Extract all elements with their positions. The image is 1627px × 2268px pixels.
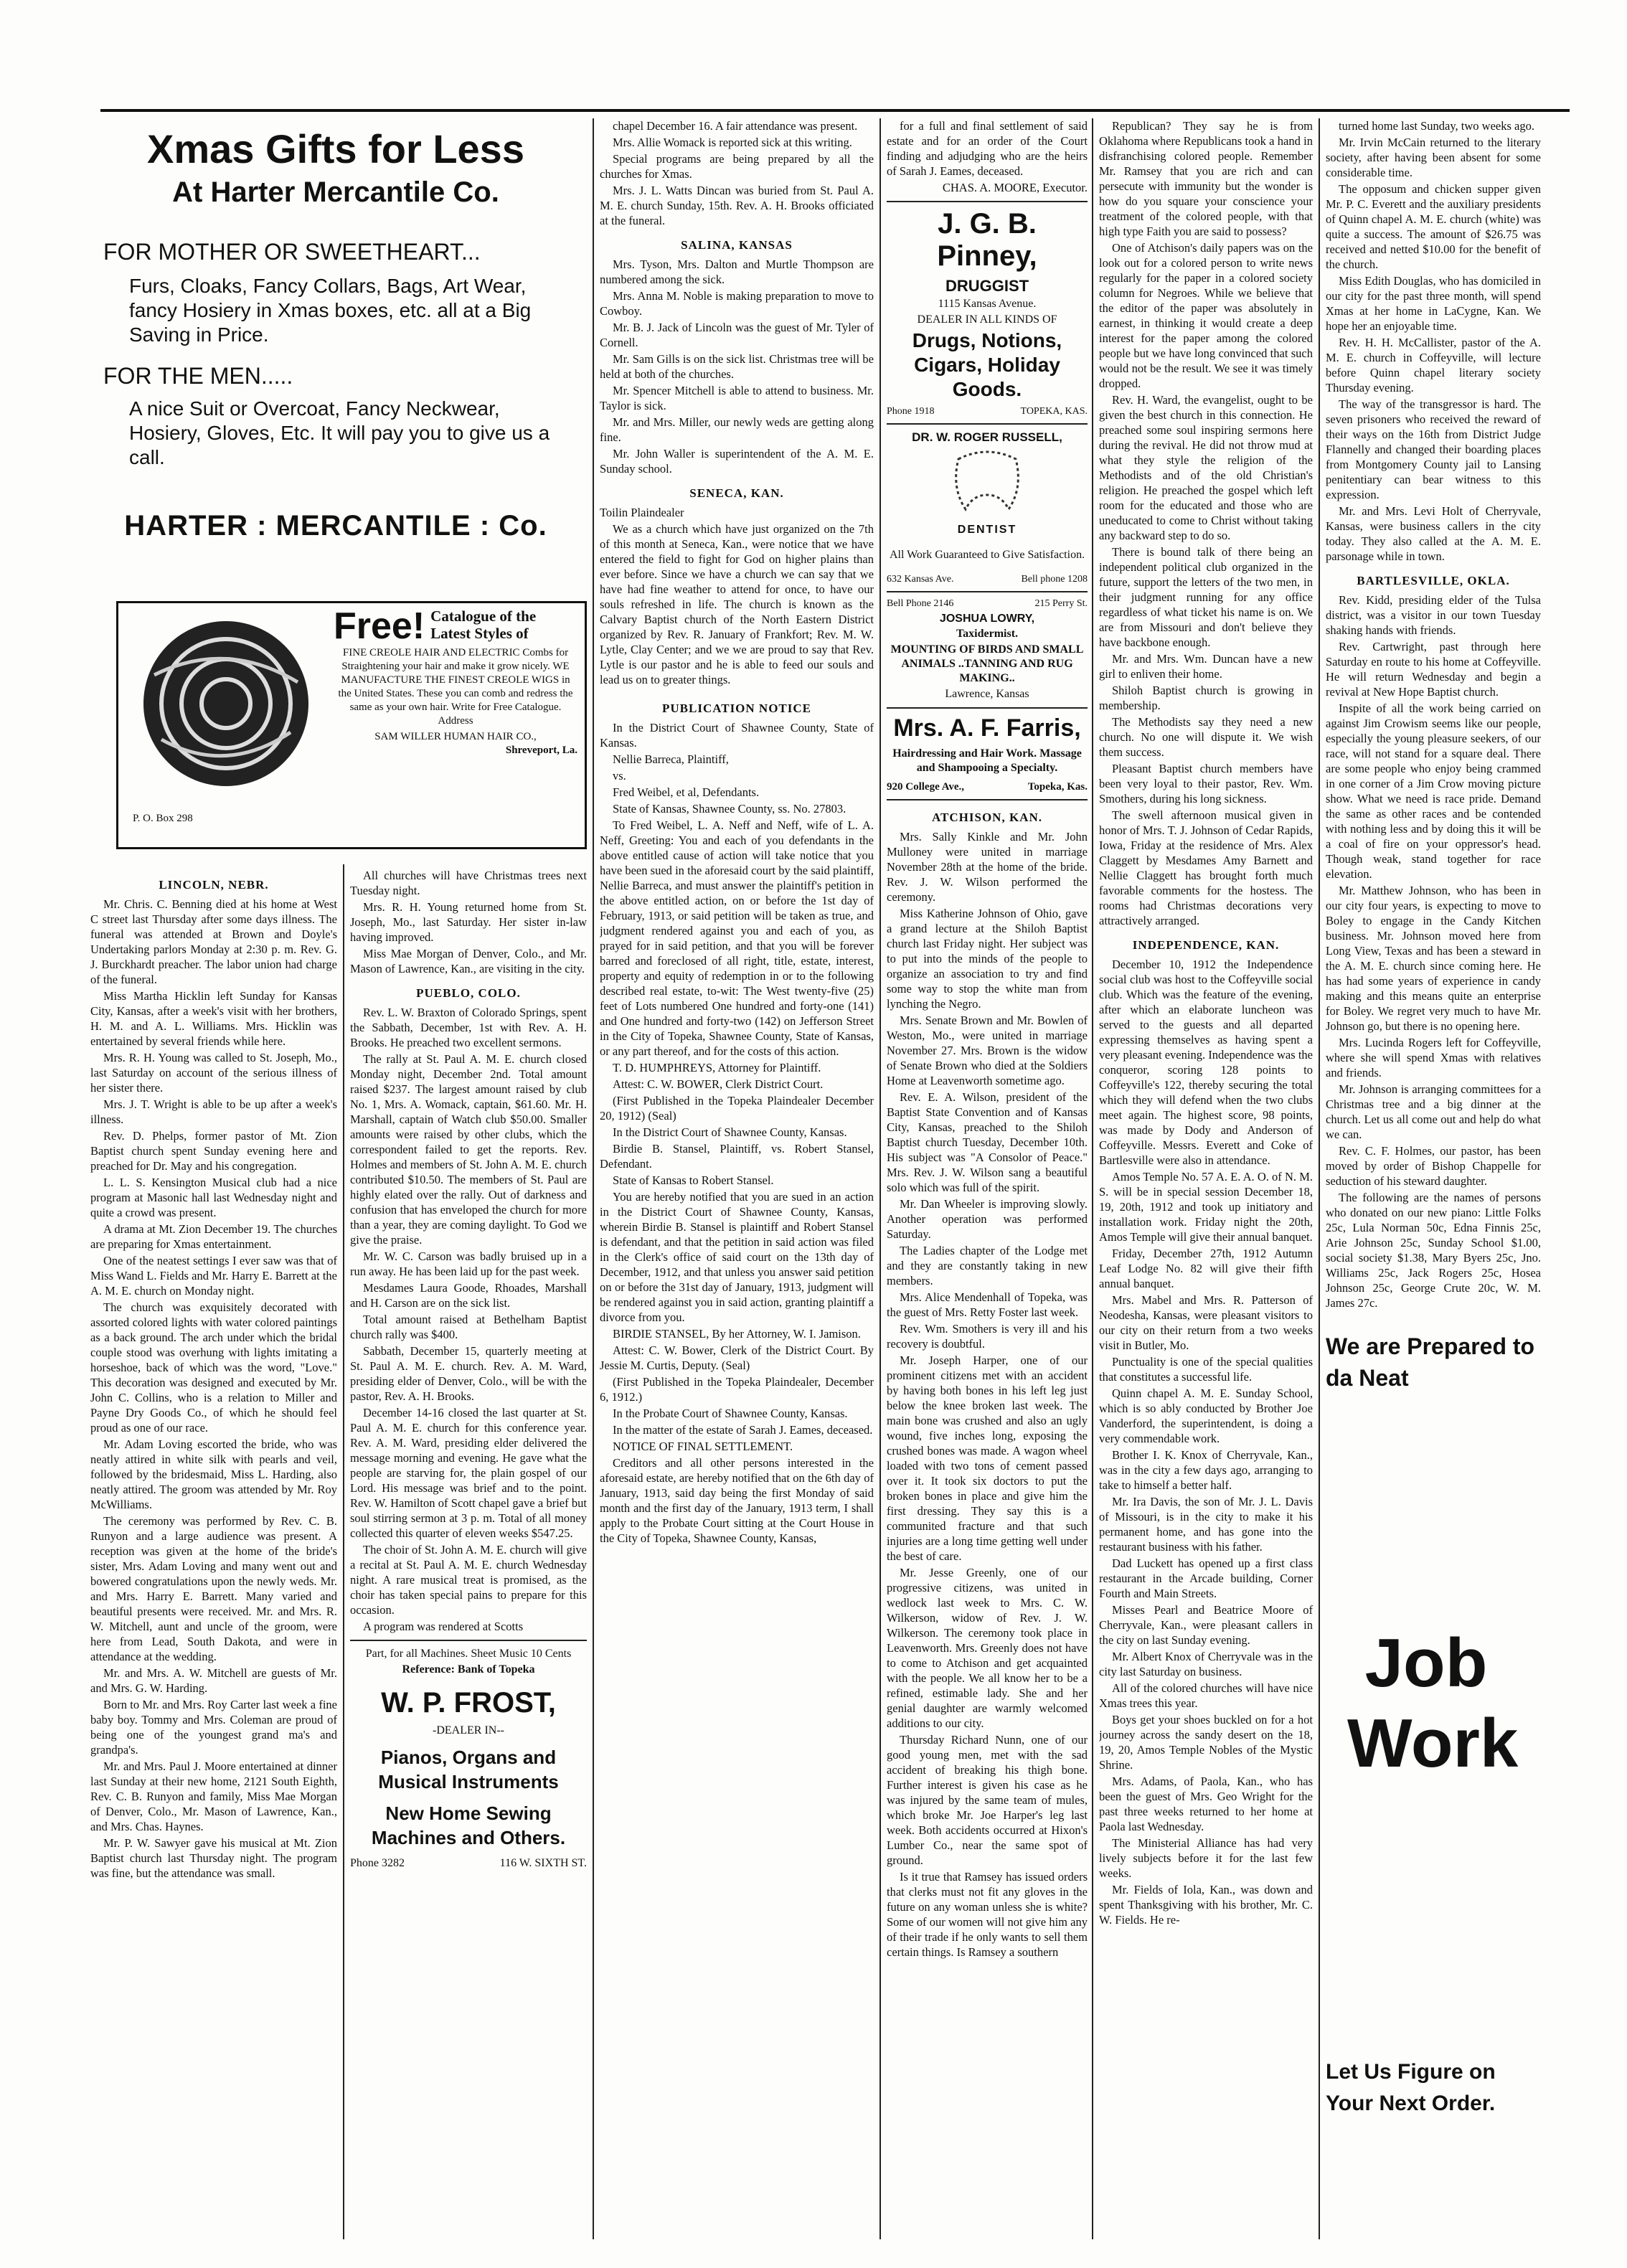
news-paragraph: Punctuality is one of the special qualities that constitutes a successful life.	[1099, 1355, 1313, 1384]
news-paragraph: chapel December 16. A fair attendance was present.	[613, 119, 858, 133]
news-paragraph: Mrs. Sally Kinkle and Mr. John Mulloney were united in marriage November 28th at the home of the bride. Rev. J. W. Wilson performed the ceremony.	[887, 830, 1088, 904]
news-paragraph: L. L. S. Kensington Musical club had a nice program at Masonic hall last Wednesday night and quite a crowd was present.	[90, 1176, 337, 1219]
news-paragraph: The swell afternoon musical given in honor of Mrs. T. J. Johnson of Cedar Rapids, Iowa, Friday at the residence of Mrs. Alex Claggett by Mesdames Amy Barnett and Nellie Claggett has brought forth much favorable comments for the hostess. The rooms had Christmas decorations very attractively arranged.	[1099, 808, 1313, 927]
lowry-contact	[887, 598, 1088, 610]
column-6	[1326, 118, 1541, 2239]
news-paragraph: The church was exquisitely decorated with assorted colored lights with water colored paintings as a back ground. The arch under which the bridal couple stood was overhung with lights imitating a horseshoe, back of which was the word, "Love." This decoration was designed and executed by Mr. John C. Collins, who is a relation to Miller and Payne Dry Goods Co., of which he should feel proud as one of our race.	[90, 1300, 337, 1435]
divider	[887, 423, 1088, 425]
news-paragraph: Rev. Cartwright, past through here Saturday en route to his home at Coffeyville. He will return Wednesday and begin a revival at New Hope Baptist church.	[1326, 640, 1541, 699]
seneca-dateline: Toilin Plaindealer	[600, 506, 684, 519]
hair-city: Shreveport, La.	[505, 745, 577, 756]
news-paragraph: Mrs. J. L. Watts Dincan was buried from St. Paul A. M. E. church Sunday, 15th. Rev. A. H. Brooks officiated at the funeral.	[600, 184, 874, 227]
news-paragraph: Mrs. Mabel and Mrs. R. Patterson of Neodesha, Kansas, were pleasant visitors to our city on their return from a two weeks visit in Butler, Mo.	[1099, 1293, 1313, 1352]
column-rule	[1092, 118, 1093, 2239]
news-paragraph: Shiloh Baptist church is growing in membership.	[1099, 684, 1313, 712]
news-paragraph: Rev. L. W. Braxton of Colorado Springs, spent the Sabbath, December, 1st with Rev. A. H. Brooks. He preached two excellent sermons.	[350, 1006, 587, 1049]
divider	[887, 799, 1088, 800]
news-paragraph: Mr. and Mrs. Levi Holt of Cherryvale, Kansas, were business callers in the city today. They also called at the A. M. E. parsonage while in town.	[1326, 504, 1541, 563]
hair-catalogue-ad	[116, 601, 587, 849]
news-paragraph: Mr. Irvin McCain returned to the literary society, after having been absent for some considerable time.	[1326, 136, 1541, 179]
news-paragraph: Mr. W. C. Carson was badly bruised up in a run away. He has been laid up for the past week.	[350, 1249, 587, 1278]
news-paragraph: Miss Mae Morgan of Denver, Colo., and Mr. Mason of Lawrence, Kan., are visiting in the city.	[350, 947, 587, 975]
estate-notice-end: for a full and final settlement of said estate and for an order of the Court finding and adjudging who are the heirs of Sarah J. Eames, deceased.	[887, 119, 1088, 178]
legal-notice-paragraph: State of Kansas to Robert Stansel.	[613, 1173, 774, 1187]
news-paragraph: Mrs. Tyson, Mrs. Dalton and Murtle Thompson are numbered among the sick.	[600, 257, 874, 286]
news-paragraph: Rev. C. F. Holmes, our pastor, has been moved by order of Bishop Chappelle for seduction of his steward daughter.	[1326, 1144, 1541, 1188]
news-paragraph: Mr. Chris. C. Benning died at his home at West C street last Thursday after some days illness. The funeral was attended at Brown and Doyle's Undertaking parlors Monday at 2:30 p. m. Rev. G. J. Burckhardt preacher. The labor union had charge of the funeral.	[90, 897, 337, 986]
publication-notices	[600, 720, 874, 1546]
news-paragraph: All churches will have Christmas trees next Tuesday night.	[350, 869, 587, 897]
atchison-continued	[1099, 118, 1313, 928]
news-paragraph: Mrs. Senate Brown and Mr. Bowlen of Weston, Mo., were united in marriage November 27. Mrs. Brown is the widow of Senate Brown who died at the Soldiers Home at Leavenworth sometime ago.	[887, 1013, 1088, 1087]
legal-notice-paragraph: In the matter of the estate of Sarah J. Eames, deceased.	[613, 1423, 873, 1437]
harter-title: Xmas Gifts for Less	[147, 126, 524, 171]
russell-name: DR. W. ROGER RUSSELL,	[912, 430, 1062, 444]
farris-address: 920 College Ave.,	[887, 781, 965, 793]
frost-parts: Part, for all Machines. Sheet Music 10 Cents	[365, 1648, 572, 1660]
column-rule	[593, 118, 594, 2239]
news-paragraph: Mr. Adam Loving escorted the bride, who was neatly attired in white silk with pearls and veil, followed by the bridesmaid, Miss L. Harding, also neatly attired. The groom was attended by Mr. Roy McWilliams.	[90, 1437, 337, 1511]
news-paragraph: Mrs. Lucinda Rogers left for Coffeyville, where she will spend Xmas with relatives and friends.	[1326, 1036, 1541, 1079]
estate-executor: CHAS. A. MOORE, Executor.	[942, 181, 1088, 194]
russell-contact	[887, 574, 1088, 585]
russell-title: DENTIST	[957, 524, 1017, 536]
legal-notice-paragraph: In the Probate Court of Shawnee County, Kansas.	[613, 1407, 848, 1420]
news-paragraph: Mr. P. W. Sawyer gave his musical at Mt. Zion Baptist church last Thursday night. The program was fine, but the attendance was small.	[90, 1836, 337, 1880]
news-paragraph: Mr. Albert Knox of Cherryvale was in the city last Saturday on business.	[1099, 1650, 1313, 1678]
legal-notice-paragraph: Fred Weibel, et al, Defendants.	[613, 785, 760, 799]
pinney-address: 1115 Kansas Avenue.	[938, 298, 1037, 310]
news-paragraph: Rev. Kidd, presiding elder of the Tulsa district, was a visitor in our town Tuesday shaking hands with friends.	[1326, 593, 1541, 637]
frost-items-1: Pianos, Organs and Musical Instruments	[378, 1747, 559, 1792]
news-paragraph: Mrs. Allie Womack is reported sick at this writing.	[613, 136, 852, 149]
news-paragraph: Mrs. Adams, of Paola, Kan., who has been the guest of Mrs. Geo Wright for the past three weeks returned to her home at Paola last Wednesday.	[1099, 1775, 1313, 1833]
news-paragraph: Misses Pearl and Beatrice Moore of Cherryvale, Kan., were pleasant callers in the city on last Sunday evening.	[1099, 1603, 1313, 1647]
frost-contact	[350, 1857, 587, 1870]
column-4	[887, 118, 1088, 2239]
news-paragraph: Pleasant Baptist church members have been very loyal to their pastor, Rev. Wm. Smothers, during his long sickness.	[1099, 762, 1313, 805]
news-paragraph: Mrs. R. H. Young was called to St. Joseph, Mo., last Saturday on account of the serious illness of her sister there.	[90, 1051, 337, 1095]
legal-notice-paragraph: Nellie Barreca, Plaintiff,	[613, 752, 729, 766]
legal-notice-paragraph: To Fred Weibel, L. A. Neff and Neff, wife of L. A. Neff, Greeting: You and each of you defendants in the above entitled cause of action will take notice that you have been sued in the aforesaid court by the said plaintiff, Nellie Barreca, and must answer the plaintiff's petition in the above entitled action, on or before the 1st day of February, 1913, or said petition will be taken as true, and judgment rendered against you and each of you, as prayed for in said petition, and that you will be forever barred and foreclosed of all right, title, estate, interest, property and equity of redemption in or to the following described real estate, to-wit: The West twenty-five (25) feet of Lots numbered One hundred and forty-one (141) and One hundred and forty-two (142) on Jefferson Street in the City of Topeka, Shawnee County, State of Kansas, or any part thereof, and for the costs of this action.	[600, 818, 874, 1058]
news-paragraph: The opposum and chicken supper given Mr. P. C. Everett and the auxiliary presidents of Quinn chapel A. M. E. church (white) was quite a success. The amount of $26.75 was received and netted $10.00 for the benefit of the church.	[1326, 182, 1541, 271]
harter-footer: HARTER : MERCANTILE : Co.	[124, 510, 547, 542]
news-paragraph: Mrs. J. T. Wright is able to be up after a week's illness.	[90, 1097, 337, 1126]
frost-address: 116 W. SIXTH ST.	[499, 1857, 587, 1869]
salina-heading: SALINA, KANSAS	[681, 238, 793, 252]
legal-notice-paragraph: vs.	[613, 769, 626, 783]
farris-contact	[887, 781, 1088, 793]
seneca-news	[600, 521, 874, 687]
news-paragraph: Miss Martha Hicklin left Sunday for Kansas City, Kansas, after a week's visit with her brothers, H. M. and A. L. Williams. Mrs. Hicklin was entertained by several friends while here.	[90, 989, 337, 1048]
news-paragraph: Born to Mr. and Mrs. Roy Carter last week a fine baby boy. Tommy and Mrs. Coleman are proud of being one of the youngest grand ma's and grandpa's.	[90, 1698, 337, 1757]
pinney-city: TOPEKA, KAS.	[1020, 406, 1088, 417]
news-paragraph: Friday, December 27th, 1912 Autumn Leaf Lodge No. 82 will give their fifth annual banquet.	[1099, 1247, 1313, 1290]
harter-subtitle: At Harter Mercantile Co.	[172, 176, 499, 208]
news-paragraph: Dad Luckett has opened up a first class restaurant in the Arcade building, Corner Fourth and Main Streets.	[1099, 1556, 1313, 1600]
independence-news	[1099, 957, 1313, 1927]
po-box: P. O. Box 298	[133, 813, 193, 824]
legal-notice-paragraph: NOTICE OF FINAL SETTLEMENT.	[613, 1440, 793, 1453]
russell-phone: Bell phone 1208	[1021, 574, 1088, 585]
news-paragraph: Miss Edith Douglas, who has domiciled in our city for the past three month, will spend Xmas at her home in LaCygne, Kan. We hope her an enjoyable time.	[1326, 274, 1541, 333]
farris-name: Mrs. A. F. Farris,	[893, 714, 1081, 742]
legal-notice-paragraph: Attest: C. W. Bower, Clerk of the District Court. By Jessie M. Curtis, Deputy. (Seal)	[600, 1343, 874, 1372]
salina-news	[600, 257, 874, 476]
news-paragraph: Special programs are being prepared by all the churches for Xmas.	[600, 152, 874, 181]
lowry-title: Taxidermist.	[956, 628, 1019, 640]
frost-phone: Phone 3282	[350, 1857, 405, 1869]
legal-notice-paragraph: Birdie B. Stansel, Plaintiff, vs. Robert Stansel, Defendant.	[600, 1142, 874, 1171]
news-paragraph: Mr. Sam Gills is on the sick list. Christmas tree will be held at both of the churches.	[600, 352, 874, 381]
bartlesville-heading: BARTLESVILLE, OKLA.	[1357, 574, 1510, 587]
news-paragraph: Rev. H. Ward, the evangelist, ought to be given the best church in this connection. He preached some soul inspiring sermons here during the revival. He did not throw mud at what they style the religion of the Methodists and of the old Christian's religion. He preached the gospel which left room for the educated and those who are uneducated to come to Christ without taking any backward step to do so.	[1099, 393, 1313, 542]
legal-notice-paragraph: In the District Court of Shawnee County, State of Kansas.	[600, 721, 874, 750]
news-paragraph: Mrs. R. H. Young returned home from St. Joseph, Mo., last Saturday. Her sister in-law having improved.	[350, 900, 587, 944]
news-paragraph: December 10, 1912 the Independence social club was host to the Coffeyville social club. Which was the feature of the evening, after which an elaborate luncheon was served to the guests and all departed expressing themselves as having spent a very pleasant evening. Independence was the conqueror, scoring 128 points to Coffeyville's 122, thereby securing the total which they will defend when the two clubs meet again. The highest score, 98 points, was made by Dody and Anderson of Coffeyville. Messrs. Everett and Coke of Bartlesville were also in attendance.	[1099, 958, 1313, 1167]
lowry-city: Lawrence, Kansas	[945, 688, 1029, 700]
legal-notice-paragraph: Attest: C. W. BOWER, Clerk District Court.	[613, 1077, 824, 1091]
frost-items-2: New Home Sewing Machines and Others.	[371, 1802, 566, 1848]
tooth-image	[887, 445, 1088, 524]
news-paragraph: One of the neatest settings I ever saw was that of Miss Wand L. Fields and Mr. Harry E. Barrett at the A. M. E. church on Monday night.	[90, 1254, 337, 1298]
news-paragraph: A drama at Mt. Zion December 19. The churches are preparing for Xmas entertainment.	[90, 1222, 337, 1251]
column-rule	[1319, 118, 1320, 2239]
news-paragraph: All of the colored churches will have nice Xmas trees this year.	[1099, 1681, 1313, 1710]
hair-company: SAM WILLER HUMAN HAIR CO.,	[374, 731, 537, 742]
divider	[350, 1640, 587, 1641]
news-paragraph: Mr. Fields of Iola, Kan., was down and spent Thanksgiving with his brother, Mr. C. W. Fields. He re-	[1099, 1883, 1313, 1927]
russell-text: All Work Guaranteed to Give Satisfaction.	[889, 549, 1085, 561]
pinney-phone: Phone 1918	[887, 406, 935, 417]
news-paragraph: Is it true that Ramsey has issued orders that clerks must not fit any gloves in the future on any woman unless she is white? Some of our women will not give him any of their trade if he only wants to sell them certain things. Is Ramsey a southern	[887, 1870, 1088, 1959]
pueblo-heading: PUEBLO, COLO.	[416, 986, 521, 1000]
news-paragraph: There is bound talk of there being an independent political club organized in the future, support the letters of the two men, in their judgment running for any office regardless of what ticket his name is on. We are from Missouri and don't believe they have backbone enough.	[1099, 545, 1313, 649]
lowry-phone: Bell Phone 2146	[887, 598, 954, 609]
news-paragraph: The Ministerial Alliance has had very lively subjects before it for the last few weeks.	[1099, 1836, 1313, 1880]
column-5	[1099, 118, 1313, 2239]
news-paragraph: Rev. H. H. McCallister, pastor of the A. M. E. church in Coffeyville, will lecture before Quinn chapel literary society Thursday evening.	[1326, 336, 1541, 394]
lowry-address: 215 Perry St.	[1034, 598, 1088, 609]
news-paragraph: Mr. Spencer Mitchell is able to attend to business. Mr. Taylor is sick.	[600, 384, 874, 412]
legal-notice-paragraph: Creditors and all other persons interested in the aforesaid estate, are hereby notified that on the 6th day of January, 1913, said day being the first Monday of said month and the first day of the January, 1913 term, I shall apply to the Probate Court sitting at the Court House in the City of Topeka, Shawnee County, Kansas,	[600, 1456, 874, 1545]
news-paragraph: Quinn chapel A. M. E. Sunday School, which is so ably conducted by Brother Joe Vanderford, the superintendent, is doing a very commendable work.	[1099, 1386, 1313, 1445]
hair-ad-body: FINE CREOLE HAIR AND ELECTRIC Combs for Straightening your hair and make it grow nicely. WE MANUFACTURE THE FINEST CREOLE WIGS in the United States. These you can comb and redress the same as your own hair. Write for Free Catalogue. Address	[338, 647, 573, 727]
job-ad-job-work: Job Work	[1347, 1625, 1519, 1782]
frost-reference: Reference: Bank of Topeka	[402, 1663, 535, 1676]
russell-address: 632 Kansas Ave.	[887, 574, 954, 585]
news-paragraph: We as a church which have just organized on the 7th of this month at Seneca, Kan., were notice that we have entered the field to fight for God on higher plains than ever before. Since we have a church we can say that we have had fine weather to attend for once, to have our souls refreshed in life. The church is known as the Calvary Baptist church of the North Eastern District organized by Rev. R. January of Frankfort; Rev. M. W. Lytle, Clay Center; and we we are proud to say that Rev. Lytle is our pastor and he is able to feed our souls and lead us on to greater things.	[600, 522, 874, 686]
news-paragraph: Mr. and Mrs. Miller, our newly weds are getting along fine.	[600, 415, 874, 444]
news-paragraph: Mr. and Mrs. A. W. Mitchell are guests of Mr. and Mrs. G. W. Harding.	[90, 1666, 337, 1695]
news-paragraph: The Methodists say they need a new church. No one will dispute it. We wish them success.	[1099, 715, 1313, 759]
news-paragraph: December 14-16 closed the last quarter at St. Paul A. M. E. church for this conference year. Rev. A. M. Ward, presiding elder delivered the message morning and evening. He gave what the people are starving for, the plain gospel of our Lord. His message was brief and to the point. Rev. W. Hamilton of Scott chapel gave a brief but soul stirring sermon at 3 p. m. Total of all money collected this quarter of eleven weeks $547.25.	[350, 1406, 587, 1540]
lowry-items: MOUNTING OF BIRDS AND SMALL ANIMALS ..TANNING AND RUG MAKING..	[890, 643, 1084, 684]
pinney-name: J. G. B. Pinney,	[937, 208, 1037, 272]
farris-items: Hairdressing and Hair Work. Massage and Shampooing a Specialty.	[892, 747, 1082, 774]
lincoln-heading: LINCOLN, NEBR.	[159, 878, 269, 892]
news-paragraph: Mr. John Waller is superintendent of the A. M. E. Sunday school.	[600, 447, 874, 476]
frost-name: W. P. FROST,	[381, 1687, 556, 1719]
news-paragraph: Rev. Wm. Smothers is very ill and his recovery is doubtful.	[887, 1322, 1088, 1351]
column-2	[350, 868, 587, 2239]
job-ad-prepared: We are Prepared to da Neat	[1326, 1333, 1535, 1391]
news-paragraph: Mr. Matthew Johnson, who has been in our city four years, is expecting to move to Boley to engage in the Candy Kitchen business. Mr. Johnson moved here from Long View, Texas and has been a steward in the A. M. E. church since coming here. He has had some years of experience in candy making and this means quite an enterprise for Boley. We regret very much to have Mr. Johnson go, but there is no opening here.	[1326, 884, 1541, 1033]
legal-notice-paragraph: BIRDIE STANSEL, By her Attorney, W. I. Jamison.	[613, 1327, 861, 1341]
independence-heading: INDEPENDENCE, KAN.	[1132, 938, 1280, 952]
news-paragraph: One of Atchison's daily papers was on the look out for a colored person to write news regularly for the paper in a colored society column for Negroes. While we believe that the editor of the paper was absolutely in earnest, in thinking it would create a deep interest for the paper among the colored people but we have long convinced that such would not be the result. We see it was timely dropped.	[1099, 241, 1313, 390]
lincoln-news	[90, 897, 337, 1881]
news-paragraph: Rev. D. Phelps, former pastor of Mt. Zion Baptist church spent Sunday evening here and preached for Dr. May and his congregation.	[90, 1129, 337, 1173]
pinney-items: Drugs, Notions, Cigars, Holiday Goods.	[912, 329, 1062, 400]
news-paragraph: Brother I. K. Knox of Cherryvale, Kan., was in the city a few days ago, arranging to take to himself a better half.	[1099, 1448, 1313, 1492]
atchison-news	[887, 829, 1088, 1960]
news-paragraph: The ceremony was performed by Rev. C. B. Runyon and a large audience was present. A reception was given at the home of the bride's sister, Mrs. Adam Loving and many went out and bowered congratulations upon the newly weds. Mr. and Mrs. Harry E. Barrett. Many varied and beautiful presents were received. Mr. and Mrs. R. W. Mitchell, aunt and uncle of the groom, were here from Lead, South Dakota, and were in attendance at the wedding.	[90, 1514, 337, 1663]
news-paragraph: Rev. E. A. Wilson, president of the Baptist State Convention and of Kansas City, Kansas, preached to the Shiloh Baptist church Tuesday, December 10th. His subject was "A Consolor of Peace." Mrs. Rev. J. W. Wilson sang a beautiful solo which was full of the spirit.	[887, 1090, 1088, 1194]
column-rule	[343, 864, 344, 2239]
catalogue-label: Catalogue of the Latest Styles of	[430, 608, 537, 642]
publication-notice-heading: PUBLICATION NOTICE	[661, 701, 812, 715]
news-paragraph: turned home last Sunday, two weeks ago.	[1339, 119, 1534, 133]
lowry-name: JOSHUA LOWRY,	[939, 613, 1035, 625]
news-paragraph: A program was rendered at Scotts	[363, 1620, 524, 1633]
news-paragraph: Mr. Ira Davis, the son of Mr. J. L. Davis of Missouri, is in the city to make it his permanent home, and has gone into the restaurant business with his father.	[1099, 1495, 1313, 1554]
harter-ad	[86, 118, 585, 542]
independence-continued	[1326, 118, 1541, 564]
news-paragraph: Amos Temple No. 57 A. E. A. O. of N. M. S. will be in special session December 18, 19, 20th, 1912 and took up initiatory and installation work. Friday night the 20th, Amos Temple will give their annual banquet.	[1099, 1170, 1313, 1244]
farris-city: Topeka, Kas.	[1027, 781, 1088, 793]
news-paragraph: Boys get your shoes buckled on for a hot journey across the sandy desert on the 18, 19, 20, Amos Temple Nobles of the Mystic Shrine.	[1099, 1713, 1313, 1772]
legal-notice-paragraph: T. D. HUMPHREYS, Attorney for Plaintiff.	[613, 1061, 821, 1074]
news-paragraph: Republican? They say he is from Oklahoma where Republicans took a hand in disfranchising colored people. Remember Mr. Ramsey that you are rich and can persecute with immunity but the wonder is how do you square your conscience your treatment of the colored people, with that high type Faith you are said to possess?	[1099, 119, 1313, 238]
news-paragraph: Inspite of all the work being carried on against Jim Crowism seems like our people, especially the young pleasure seekers, of our race, will not stand for a square deal. There are some people who enjoy being crammed in one corner of a Jim Crow moving picture show. What we need is race pride. Demand the same as other races and be contended with nothing less and by doing this it will be a coal of fire on your oppressor's head. Though weak, stand together for race elevation.	[1326, 701, 1541, 881]
column-rule	[879, 118, 881, 2239]
news-paragraph: Thursday Richard Nunn, one of our good young men, met with the sad accident of breaking his thigh bone. Further interest is given his case as he was injured by the same team of mules, which broke Mr. Joe Harper's leg last week. Both accidents occurred at Hixon's Lumber Co., near the same spot of ground.	[887, 1733, 1088, 1867]
news-paragraph: Sabbath, December 15, quarterly meeting at St. Paul A. M. E. church. Rev. A. M. Ward, presiding elder of Denver, Colo., will be with the pastor, Rev. A. H. Brooks.	[350, 1344, 587, 1403]
divider	[887, 201, 1088, 202]
for-men-heading: FOR THE MEN.....	[103, 363, 293, 389]
column-3	[600, 118, 874, 2239]
news-paragraph: Mrs. Anna M. Noble is making preparation to move to Cowboy.	[600, 289, 874, 318]
legal-notice-paragraph: (First Published in the Topeka Plaindealer, December 6, 1912.)	[600, 1375, 874, 1404]
bartlesville-news	[1326, 592, 1541, 1310]
news-paragraph: Mr. Jesse Greenly, one of our progressive citizens, was united in wedlock last week to Mrs. C. W. Wilkerson, widow of Rev. J. W. Wilkerson. The ceremony took place in Leavenworth. Mrs. Greenly does not have to come to Atchison and get acquainted with the people. We all know her to be a refined, estimable lady. She and her genial daughter are warmly welcomed additions to our city.	[887, 1566, 1088, 1730]
news-paragraph: Mr. Dan Wheeler is improving slowly. Another operation was performed Saturday.	[887, 1197, 1088, 1241]
rose-image	[126, 610, 326, 797]
news-paragraph: The way of the transgressor is hard. The seven prisoners who received the reward of their ways on the 16th from District Judge Flannelly and changed their boarding places from Montgomery County jail to Lansing penitentiary can bear witness to this expression.	[1326, 397, 1541, 501]
legal-notice-paragraph: You are hereby notified that you are sued in an action in the District Court of Shawnee County, Kansas, wherein Birdie B. Stansel is plaintiff and Robert Stansel is defendant, and that the petition in said action was filed in the Clerk's office of said court on the 13th day of December, 1912, and that unless you answer said petition on or before the 31st day of January, 1913, judgment will be rendered against you in said action, granting plaintiff a divorce from you.	[600, 1190, 874, 1324]
news-paragraph: Mesdames Laura Goode, Rhoades, Marshall and H. Carson are on the sick list.	[350, 1281, 587, 1310]
news-paragraph: The choir of St. John A. M. E. church will give a recital at St. Paul A. M. E. church Wednesday night. A rare musical treat is promised, as the choir has taken special pains to prepare for this occasion.	[350, 1543, 587, 1617]
news-paragraph: Mr. and Mrs. Paul J. Moore entertained at dinner last Sunday at their new home, 2121 South Eighth, Rev. C. B. Runyon and family, Miss Mae Morgan of Denver, Colo., Mr. Mason of Lawrence, Kan., and Mrs. Chas. Haynes.	[90, 1759, 337, 1833]
legal-notice-paragraph: State of Kansas, Shawnee County, ss. No. 27803.	[613, 802, 846, 816]
free-label: Free!	[334, 605, 425, 647]
seneca-heading: SENECA, KAN.	[689, 486, 784, 500]
column-1	[90, 868, 337, 2239]
news-paragraph: Mr. Johnson is arranging committees for a Christmas tree and a big dinner at the church. Let us all come out and help do what we can.	[1326, 1082, 1541, 1141]
news-paragraph: Mr. B. J. Jack of Lincoln was the guest of Mr. Tyler of Cornell.	[600, 321, 874, 349]
pueblo-continued	[600, 118, 874, 228]
pinney-contact	[887, 406, 1088, 417]
news-paragraph: Mr. and Mrs. Wm. Duncan have a new girl to enliven their home.	[1099, 652, 1313, 681]
news-paragraph: The following are the names of persons who donated on our new piano: Little Folks 25c, Lula Norman 50c, Edna Finnis 25c, Arie Johnson 25c, Sunday School $1.00, social society $1.38, Mary Byers 25c, Jno. Williams 25c, Jack Rogers 25c, Hosea Johnson 25c, George Crute 20c, W. M. James 27c.	[1326, 1191, 1541, 1310]
divider	[887, 707, 1088, 709]
for-men-text: A nice Suit or Overcoat, Fancy Neckwear, Hosiery, Gloves, Etc. It will pay you to give us a call.	[129, 397, 550, 468]
news-paragraph: Miss Katherine Johnson of Ohio, gave a grand lecture at the Shiloh Baptist church last Friday night. Her subject was to put into the minds of the people to organize an association to try and find some way to stop the white man from lynching the Negro.	[887, 907, 1088, 1011]
for-mother-heading: FOR MOTHER OR SWEETHEART...	[103, 239, 481, 265]
divider	[887, 591, 1088, 592]
pinney-title: DRUGGIST	[945, 277, 1029, 295]
news-paragraph: Mr. Joseph Harper, one of our prominent citizens met with an accident by having both bones in his left leg just below the knee broken last week. The main bone was crushed and also an ugly wound, five inches long, exposing the crushed bones was made. A wagon wheel loaded with two tons of cement passed over it. It took six doctors to put the broken bones in place and give him the first dressing. They say this is a communited fracture and that such injuries are a long time getting well under the best of care.	[887, 1353, 1088, 1563]
job-ad-figure: Let Us Figure on Your Next Order.	[1326, 2060, 1496, 2115]
news-paragraph: The rally at St. Paul A. M. E. church closed Monday night, December 2nd. Total amount raised $237. The largest amount raised by club No. 1, Mrs. A. Womack, captain, $61.60. Mr. H. Marshall, captain of Watch club $50.00. Smaller amounts were raised by other clubs, which the correspondent failed to get the reports. Rev. Holmes and members of St. John A. M. E. church contributed $10.50. The members of St. Paul are highly elated over the rally. Out of darkness and confusion that has enveloped the church for more than a year, they are coming daylight. To God we give the praise.	[350, 1052, 587, 1247]
frost-dealer: -DEALER IN--	[433, 1724, 504, 1737]
atchison-heading: ATCHISON, KAN.	[932, 811, 1042, 824]
legal-notice-paragraph: In the District Court of Shawnee County, Kansas.	[613, 1125, 847, 1139]
news-paragraph: Mrs. Alice Mendenhall of Topeka, was the guest of Mrs. Retty Foster last week.	[887, 1290, 1088, 1319]
news-paragraph: The Ladies chapter of the Lodge met and they are constantly taking in new members.	[887, 1244, 1088, 1287]
pinney-dealer: DEALER IN ALL KINDS OF	[917, 313, 1057, 326]
column-2-news	[350, 868, 587, 976]
hair-ad-text	[334, 605, 577, 757]
legal-notice-paragraph: (First Published in the Topeka Plaindealer December 20, 1912) (Seal)	[600, 1094, 874, 1123]
news-paragraph: Total amount raised at Bethelham Baptist church rally was $400.	[350, 1313, 587, 1341]
for-mother-text: Furs, Cloaks, Fancy Collars, Bags, Art Wear, fancy Hosiery in Xmas boxes, etc. all at a Big Saving in Price.	[129, 275, 532, 346]
pueblo-news	[350, 1005, 587, 1634]
top-border-rule	[100, 109, 1570, 112]
